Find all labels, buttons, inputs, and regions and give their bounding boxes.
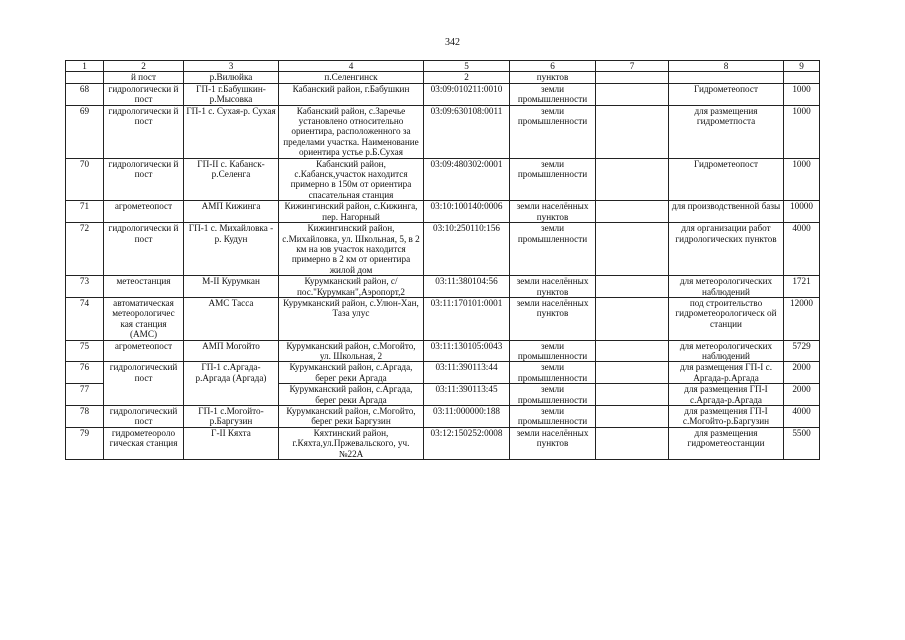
table-cell: й пост bbox=[104, 72, 184, 83]
header-cell: 4 bbox=[279, 61, 424, 72]
table-row bbox=[66, 105, 820, 158]
table-cell: гидрологически й пост bbox=[104, 105, 184, 158]
table-cell: гидрологически й пост bbox=[104, 83, 184, 105]
table-cell: 03:10:250110:156 bbox=[424, 223, 510, 276]
header-row bbox=[66, 61, 820, 72]
table-cell: под строительство гидрометеорологическ ой станции bbox=[669, 297, 784, 340]
table-cell: Курумканский район, с.Аргада, берег реки Аргада bbox=[279, 362, 424, 384]
table-cell: гидрометеороло гическая станция bbox=[104, 427, 184, 459]
table-cell: 03:09:480302:0001 bbox=[424, 158, 510, 201]
header-cell: 8 bbox=[669, 61, 784, 72]
table-cell: 2000 bbox=[784, 362, 820, 384]
table-cell: 03:10:100140:0006 bbox=[424, 201, 510, 223]
table-cell: 68 bbox=[66, 83, 104, 105]
table-cell: земли промышленности bbox=[510, 223, 596, 276]
table-cell: для организации работ гидрологических пунктов bbox=[669, 223, 784, 276]
table-cell bbox=[596, 201, 669, 223]
table-cell: Кабанский район, с.Заречье установлено относительно ориентира, расположенного за пределами участка. Наименование ориентира устье р.Б.Сухая bbox=[279, 105, 424, 158]
table-cell: земли промышленности bbox=[510, 362, 596, 384]
table-row bbox=[66, 406, 820, 428]
header-cell: 6 bbox=[510, 61, 596, 72]
table-cell: земли промышленности bbox=[510, 340, 596, 362]
table-cell: для размещения ГП-I с.Могойто-р.Баргузин bbox=[669, 406, 784, 428]
table-cell: Курумканский район, с/пос."Курумкан",Аэропорт,2 bbox=[279, 276, 424, 298]
table-cell: 78 bbox=[66, 406, 104, 428]
land-registry-table bbox=[65, 60, 820, 460]
table-cell bbox=[596, 340, 669, 362]
table-cell: земли промышленности bbox=[510, 406, 596, 428]
table-cell: пунктов bbox=[510, 72, 596, 83]
table-cell: п.Селенгинск bbox=[279, 72, 424, 83]
table-cell: Курумканский район, с.Аргада, берег реки Аргада bbox=[279, 384, 424, 406]
table-cell: для производственной базы bbox=[669, 201, 784, 223]
table-cell: 03:11:130105:0043 bbox=[424, 340, 510, 362]
header-cell: 1 bbox=[66, 61, 104, 72]
table-cell: 03:11:380104:56 bbox=[424, 276, 510, 298]
table-cell: земли населённых пунктов bbox=[510, 297, 596, 340]
table-cell bbox=[596, 406, 669, 428]
table-cell: 79 bbox=[66, 427, 104, 459]
table-cell: 03:12:150252:0008 bbox=[424, 427, 510, 459]
table-cell: Курумканский район, с.Могойто, берег реки Баргузин bbox=[279, 406, 424, 428]
table-cell: земли промышленности bbox=[510, 83, 596, 105]
table-cell bbox=[66, 72, 104, 83]
table-cell: для метеорологических наблюдений bbox=[669, 276, 784, 298]
table-row bbox=[66, 297, 820, 340]
table-cell: для размещения ГП-I с.Аргада-р.Аргада bbox=[669, 384, 784, 406]
table-cell: 77 bbox=[66, 384, 104, 406]
table-cell: 03:11:170101:0001 bbox=[424, 297, 510, 340]
table-cell bbox=[596, 105, 669, 158]
table-cell bbox=[596, 297, 669, 340]
table-cell: Курумканский район, с.Могойто, ул. Школьная, 2 bbox=[279, 340, 424, 362]
table-cell: 1000 bbox=[784, 83, 820, 105]
table-cell: Кабанский район, с.Кабанск,участок находится примерно в 150м от ориентира спасательная станция bbox=[279, 158, 424, 201]
table-cell: 75 bbox=[66, 340, 104, 362]
table-cell: 71 bbox=[66, 201, 104, 223]
table-cell: 03:11:000000:188 bbox=[424, 406, 510, 428]
table-cell bbox=[669, 72, 784, 83]
table-cell: ГП-1 с.Могойто-р.Баргузин bbox=[184, 406, 279, 428]
table-cell bbox=[596, 83, 669, 105]
table-cell: Гидрометеопост bbox=[669, 158, 784, 201]
table-cell: гидрологически й пост bbox=[104, 158, 184, 201]
table-cell: для размещения гидрометпоста bbox=[669, 105, 784, 158]
table-cell: Кижингинский район, с.Кижинга, пер. Нагорный bbox=[279, 201, 424, 223]
table-cell: 73 bbox=[66, 276, 104, 298]
table-cell: гидрологический пост bbox=[104, 406, 184, 428]
header-cell: 2 bbox=[104, 61, 184, 72]
table-cell: 70 bbox=[66, 158, 104, 201]
table-row bbox=[66, 276, 820, 298]
table-cell: Гидрометеопост bbox=[669, 83, 784, 105]
table-cell: метеостанция bbox=[104, 276, 184, 298]
table-cell: гидрологический пост bbox=[104, 362, 184, 406]
page-number: 342 bbox=[445, 37, 460, 48]
table-cell bbox=[596, 362, 669, 384]
table-cell: автоматическая метеорологичес кая станция (АМС) bbox=[104, 297, 184, 340]
table-cell: р.Вилюйка bbox=[184, 72, 279, 83]
table-cell: 2 bbox=[424, 72, 510, 83]
table-cell: агрометеопост bbox=[104, 340, 184, 362]
table-cell: 1000 bbox=[784, 105, 820, 158]
table-cell bbox=[596, 158, 669, 201]
table-cell: для размещения гидрометеостанции bbox=[669, 427, 784, 459]
table-cell: АМС Тасса bbox=[184, 297, 279, 340]
table-cell: гидрологически й пост bbox=[104, 223, 184, 276]
table-cell: 03:09:010211:0010 bbox=[424, 83, 510, 105]
table-cell: 10000 bbox=[784, 201, 820, 223]
table-cell: для метеорологических наблюдений bbox=[669, 340, 784, 362]
table-cell: 4000 bbox=[784, 223, 820, 276]
table-cell: земли населённых пунктов bbox=[510, 276, 596, 298]
table-cell: 12000 bbox=[784, 297, 820, 340]
table-cell: 74 bbox=[66, 297, 104, 340]
table-row bbox=[66, 427, 820, 459]
table-row bbox=[66, 223, 820, 276]
table-cell: Г-II Кяхта bbox=[184, 427, 279, 459]
header-cell: 5 bbox=[424, 61, 510, 72]
table-row bbox=[66, 362, 820, 384]
table-cell: 69 bbox=[66, 105, 104, 158]
table-cell: Кижингинский район, с.Михайловка, ул. Школьная, 5, в 2 км на юв участок находится примерно в 2 км от ориентира жилой дом bbox=[279, 223, 424, 276]
table-cell: ГП-1 с. Михайловка - р. Кудун bbox=[184, 223, 279, 276]
table-cell: ГП-II с. Кабанск-р.Селенга bbox=[184, 158, 279, 201]
table-cell: 1721 bbox=[784, 276, 820, 298]
table-cell: земли промышленности bbox=[510, 384, 596, 406]
table-cell: ГП-1 г.Бабушкин-р.Мысовка bbox=[184, 83, 279, 105]
table-cell: Кабанский район, г.Бабушкин bbox=[279, 83, 424, 105]
table-row bbox=[66, 83, 820, 105]
table-cell: 72 bbox=[66, 223, 104, 276]
table-row bbox=[66, 158, 820, 201]
table-cell bbox=[596, 72, 669, 83]
table-cell: земли промышленности bbox=[510, 105, 596, 158]
table-cell: 03:09:630108:0011 bbox=[424, 105, 510, 158]
table-row bbox=[66, 340, 820, 362]
table-cell bbox=[596, 427, 669, 459]
table-row bbox=[66, 201, 820, 223]
table-cell bbox=[596, 276, 669, 298]
table-cell: земли промышленности bbox=[510, 158, 596, 201]
table-cell: для размещения ГП-I с. Аргада-р.Аргада bbox=[669, 362, 784, 384]
continuation-row bbox=[66, 72, 820, 83]
table-cell: 2000 bbox=[784, 384, 820, 406]
table-cell: 5729 bbox=[784, 340, 820, 362]
table-cell: 1000 bbox=[784, 158, 820, 201]
table-cell: 4000 bbox=[784, 406, 820, 428]
header-cell: 7 bbox=[596, 61, 669, 72]
table-cell: М-II Курумкан bbox=[184, 276, 279, 298]
table-cell: 03:11:390113:45 bbox=[424, 384, 510, 406]
table-cell: агрометеопост bbox=[104, 201, 184, 223]
header-cell: 3 bbox=[184, 61, 279, 72]
table-cell: АМП Могойто bbox=[184, 340, 279, 362]
table-cell: земли населённых пунктов bbox=[510, 427, 596, 459]
table-cell: АМП Кижинга bbox=[184, 201, 279, 223]
table-cell bbox=[596, 384, 669, 406]
table-cell: Кяхтинский район, г.Кяхта,ул.Пржевальского, уч.№22А bbox=[279, 427, 424, 459]
header-cell: 9 bbox=[784, 61, 820, 72]
table-cell: ГП-1 с. Сухая-р. Сухая bbox=[184, 105, 279, 158]
table-cell: ГП-1 с.Аргада-р.Аргада (Аргада) bbox=[184, 362, 279, 406]
table-cell bbox=[596, 223, 669, 276]
table-cell: земли населённых пунктов bbox=[510, 201, 596, 223]
table-cell: 03:11:390113:44 bbox=[424, 362, 510, 384]
table-cell bbox=[784, 72, 820, 83]
table-cell: 5500 bbox=[784, 427, 820, 459]
table-cell: 76 bbox=[66, 362, 104, 384]
table-cell: Курумканский район, с.Улюн-Хан, Таза улус bbox=[279, 297, 424, 340]
